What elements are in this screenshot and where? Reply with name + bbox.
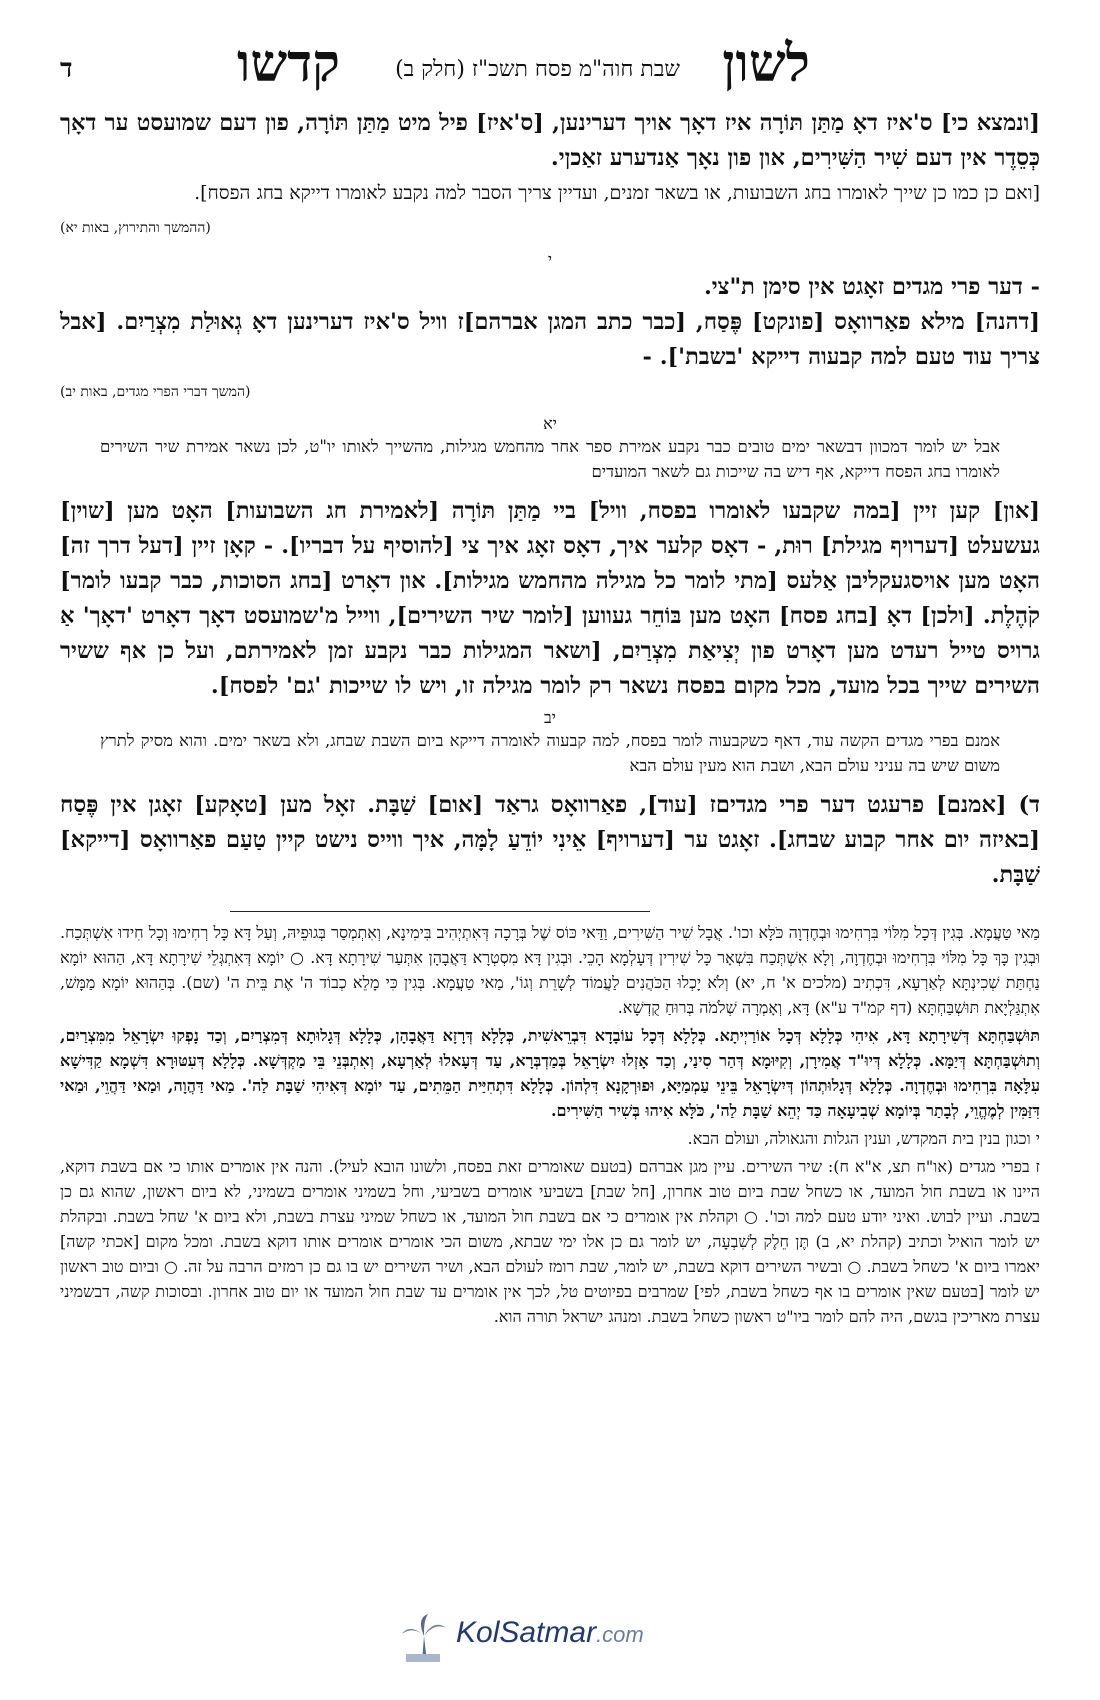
paragraph-5: [און] קען זיין [במה שקבעו לאומרו בפסח, וויל] ביי מַתַּן תּוֹרָה [לאמירת חג השבועות] האָט מען [שוין] געשעלט [דערויף מגילת] רוּת, - דאָס קלער איך, דאָס זאָג איך צי [להוסיף על דבריו]. - קאָן זיין [דעל דרך זה] האָט מען אויסגעקליבן אַלעס [מתי לומר כל מגילה מהחמש מגילות]. און דאָרט [בחג הסוכות, כבר קבעו לומר] קֹהֶלֶת. [ולכן] דאָ [בחג פסח] האָט מען בּוֹחֵר געווען [לומר שיר השירים], ווייל מ'שמועסט דאָך דאָרט 'דאָך' אַ גרויס טייל רעדט מען דאָרט פון יְצִיאַת מִצְרַיִם, [ושאר המגילות כבר נקבע זמן לאמירתם, ועל כן אף ששיר השירים שייך בכל מועד, מכל מקום בפסח נשאר רק לומר מגילה זו, ויש לו שייכות 'גם' לפסח].	[60, 498, 1040, 699]
paragraph-4-note: (המשך דברי הפרי מגדים, באות יב)	[60, 384, 251, 400]
paragraph-3: - דער פרי מגדים זאָגט אין סימן ת"צי.	[703, 274, 1040, 300]
main-text	[60, 106, 1040, 893]
paragraph-2: [ואם כן כמו כן שייך לאומרו בחג השבועות, או בשאר זמנים, ועדיין צריך הסבר למה נקבע לאומרו דייקא בחג הפסח].	[194, 182, 1040, 204]
kolsatmar-logo	[400, 1610, 660, 1670]
document-page	[60, 28, 1040, 1678]
paragraph-2-note: (ההמשך והתירוץ, באות יא)	[60, 220, 211, 236]
footnotes	[60, 920, 1040, 1329]
header-title-right: לשון	[722, 33, 810, 94]
paragraph-4-note-row	[60, 375, 1040, 410]
paragraph-1: [ונמצא כי] ס'איז דאָ מַתַּן תּוֹרָה איז דאָך אויך דערינען, [ס'איז] פיל מיט מַתַּן תּוֹרָה, פון דעם שמועסט ער דאָך כְּסֵדֶר אין דעם שִׁיר הַשִּׁירִים, און פון נאָך אַנדערע זאַכןי.	[60, 110, 1040, 171]
palm-tree-icon	[400, 1614, 448, 1664]
section-mark-yud-alef: יא	[543, 414, 557, 433]
paragraph-2-row	[60, 176, 1040, 211]
section-mark-yud-bet: יב	[544, 708, 556, 727]
paragraph-4: [דהנה] מילא פאַרוואָס [פונקט] פֶּסַח, [כבר כתב המגן אברהם]ז וויל ס'איז דערינען דאָ גְאוּלַת מִצְרַיִם. [אבל צריך עוד טעם למה קבעוה דייקא 'בשבת']. -	[60, 309, 1040, 370]
header-subtitle: שבת חוה"מ פסח תשכ"ז (חלק ב)	[395, 57, 680, 82]
logo-text: KolSatmar.com	[456, 1616, 644, 1649]
paragraph-2-note-row	[60, 211, 1040, 246]
footnote-zohar-1: מַאי טַעֲמָא. בְּגִין דְּכָל מִלּוֹי בִּרְחִימוּ וּבְחֶדְוָה כֹּלָּא וכו'. אֲבָל שִׁיר הַשִּׁירִים, וַדַּאי כּוֹס שֶׁל בְּרָכָה דְּאִתְיְהִיב בִּימִינָא, וְאִתְמְסַר בְּגוּפֵיהּ, וְעַל דָּא כָּל רְחִימוּ וְכָל חִידוּ אִשְׁתְּכַח. וּבְגִין כָּךְ כָּל מִלּוֹי בִּרְחִימוּ וּבְחֶדְוָה, וְלָא אִשְׁתְּכַח בִּשְׁאָר כָּל שִׁירִין דְּעָלְמָא הָכֵי. וּבְגִין דָּא מִסְטְרָא דַּאֲבָהָן אִתְּעַר שִׁירָתָא דָּא. ○ יוֹמָא דְּאִתְגְּלֵי שִׁירָתָא דָּא, הַהוּא יוֹמָא נַחְתַּת שְׁכִינְתָּא לְאַרְעָא, דִּכְתִיב (מלכים א' ח, יא) וְלֹא יָכְלוּ הַכֹּהֲנִים לַעֲמוֹד לְשָׁרֵת וְגוֹ', מַאי טַעֲמָא. בְּגִין כִּי מָלֵא כְבוֹד ה' אֶת בֵּית ה' (שם). בְּהַהוּא יוֹמָא מַמָּשׁ, אִתְגַּלְיָאת תּוּשְׁבַּחְתָּא (דף קמ"ד ע"א) דָּא, וְאָמְרָה שְׁלֹמֹה בְּרוּחַ קֻדְשָׁא.	[60, 923, 1040, 1017]
footnote-divider	[230, 911, 650, 912]
commentary-box-2: אמנם בפרי מגדים הקשה עוד, דאף כשקבעוה לומר בפסח, למה קבעוה לאומרה דייקא ביום השבת שבחג, ולא בשאר ימים. והוא מסיק לתרץ משום שיש בה עניני עולם הבא, ושבת הוא מעין עולם הבא	[100, 731, 1000, 775]
footnote-yud: י וכגון בנין בית המקדש, וענין הגלות והגאולה, ועולם הבא.	[687, 1129, 1040, 1148]
footnote-zohar-2: תּוּשְׁבַּחְתָּא דְּשִׁירָתָא דָּא, אִיהִי כְּלָלָא דְּכָל אוֹרַיְיתָא. כְּלָלָא דְּכָל עוֹבָדָא דִּבְרֵאשִׁית, כְּלָלָא דְּרָזָא דַּאֲבָהָן, כְּלָלָא דְּגָלוּתָא דְּמִצְרַיִם, וְכַד נָפְקוּ יִשְׂרָאֵל מִמִּצְרַיִם, וְתוּשְׁבַּחְתָּא דְּיַמָּא. כְּלָלָא דְּיוּ"ד אֲמִירָן, וְקִיּוּמָא דְּהַר סִינַי, וְכַד אָזְלוּ יִשְׂרָאֵל בְּמַדְבְּרָא, עַד דְּעָאלוּ לְאַרְעָא, וְאִתְבְּנֵי בֵּי מַקְדְּשָׁא. כְּלָלָא דְּעִטּוּרָא דִּשְׁמָא קַדִּישָׁא עִלָּאָה בִּרְחִימוּ וּבְחֶדְוָה. כְּלָלָא דְּגָלוּתְהוֹן דְּיִשְׂרָאֵל בֵּינֵי עַמְמַיָּא, וּפוּרְקָנָא דִּלְהוֹן. כְּלָלָא דִּתְחִיַּית הַמֵּתִים, עַד יוֹמָא דְּאִיהִי שַׁבָּת לַה'. מַאי דַּהֲוָה, וּמַאי דַּהֲוֵי, וּמַאי דִּזַּמִּין לְמֶהֱוֵי, לְבָתַר בְּיוֹמָא שְׁבִיעָאָה כַּד יְהֵא שַׁבָּת לַה', כֹּלָּא אִיהוּ בְּשִׁיר הַשִּׁירִים.	[60, 1026, 1040, 1120]
page-number: ד	[60, 54, 73, 84]
page-header	[60, 28, 1040, 106]
header-title-left: קדשו	[237, 33, 340, 94]
footnote-zayin: ז בפרי מגדים (או"ח תצ, א"א ח): שיר השירים. עיין מגן אברהם (בטעם שאומרים זאת בפסח, ולשונו הובא לעיל). והנה אין אומרים אותו כי אם בשבת דוקא, היינו או בשבת חול המועד, או כשחל שבת ביום טוב אחרון, [חל שבת] בשביעי אומרים בשביעי, וחל בשמיני אומרים בשמיני, לא ביום ראשון, שהוא גם כן בשבת. ועיין לבוש. ואיני יודע טעם למה וכו'. ○ וקהלת אין אומרים כי אם בשבת חול המועד, או כשחל שמיני עצרת בשבת, ולא ביום א' שחל בשבת. ובקהלת יש לומר הואיל וכתיב (קהלת יא, ב) תֶּן חֵלֶק לְשִׁבְעָה, יש לומר גם כן אלו ימי שבתא, משום הכי אומרים אומרים אותו דוקא בשבת. ומכל מקום [אכתי קשה] יאמרו ביום א' כשחל בשבת. ○ ובשיר השירים דוקא בשבת, יש לומר, שבת רומז לעולם הבא, ושיר השירים יש בו גם כן רמזים הרבה על זה. ○ וביום טוב ראשון יש לומר [בטעם שאין אומרים בו אף כשחל בשבת, לפי] שמרבים בפיוטים טל, לכך אין אומרים עד שבת חול המועד או יום טוב אחרון. ובסוכות קשה, דבשמיני עצרת מאריכין בגשם, היה להם לומר ביו"ט ראשון כשחל בשבת. ומנהג ישראל תורה הוא.	[60, 1157, 1041, 1326]
section-mark-1: י	[547, 250, 553, 269]
commentary-box-1: אבל יש לומר דמכוון דבשאר ימים טובים כבר נקבע אמירת ספר אחר מהחמש מגילות, מהשייך לאותו יו"ט, לכן נשאר אמירת שיר השירים לאומרו בחג הפסח דייקא, אף דיש בה שייכות גם לשאר המועדים	[100, 437, 1000, 481]
paragraph-6: ד) [אמנם] פרעגט דער פרי מגדיםז [עוד], פאַרוואָס גראַד [אום] שַׁבָּת. זאָל מען [טאָקע] זאָגן אין פֶּסַח [באיזה יום אחר קבוע שבחג]. זאָגט ער [דערויף] אֵינִי יוֹדֵעַ לָמָּה, איך ווייס נישט קיין טַעַם פאַרוואָס [דייקא] שַׁבָּת.	[60, 792, 1041, 888]
